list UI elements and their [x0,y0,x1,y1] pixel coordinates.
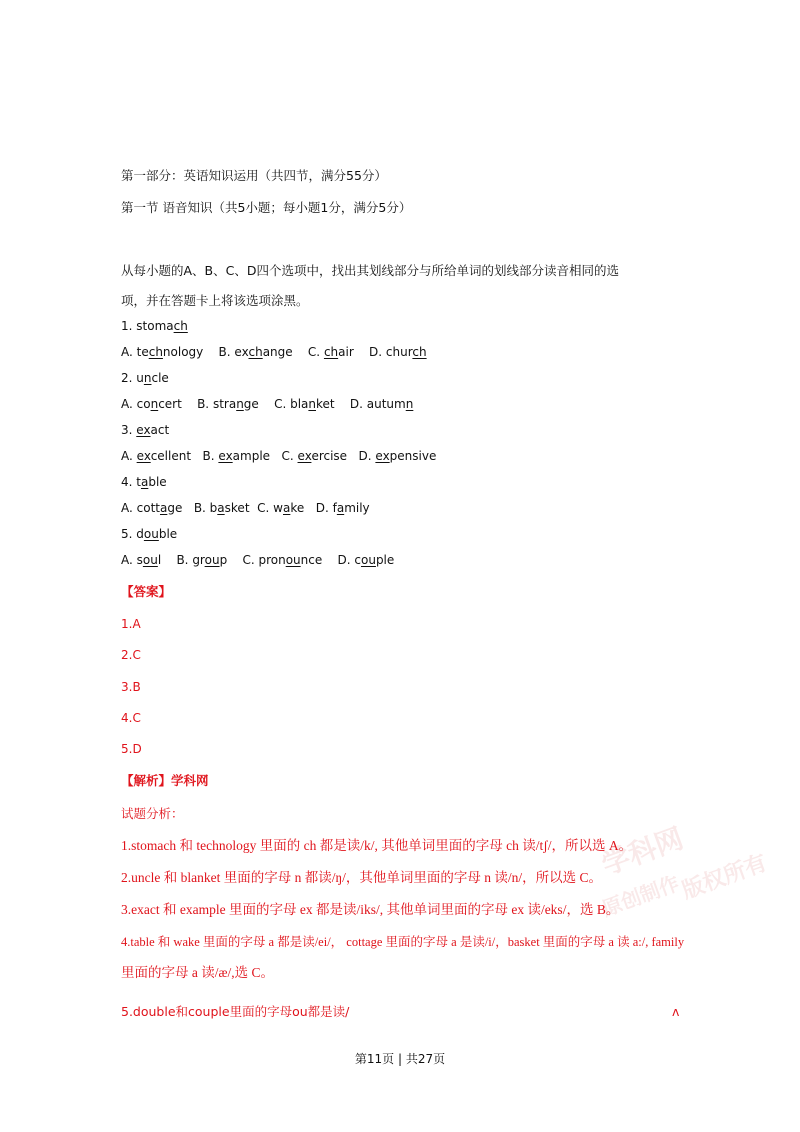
watermark: 学科网 [597,821,688,882]
part-heading: 第一部分：英语知识运用（共四节，满分55分） [121,168,387,183]
page-footer: 第11页 | 共27页 [354,1052,446,1066]
answer-item: 2.C [121,648,141,662]
analysis-line: 里面的字母 a 读/æ/,选 C。 [121,965,275,980]
phonetic-caret: ʌ [672,1004,680,1019]
question-options: A. technology B. exchange C. chair D. church [121,345,427,359]
answer-item: 5.D [121,742,142,756]
answer-item: 1.A [121,617,141,631]
analysis-header: 【解析】学科网 [121,773,209,788]
question-options: A. cottage B. basket C. wake D. family [121,501,370,515]
analysis-line: 3.exact 和 example 里面的字母 ex 都是读/iks/, 其他单词里面的字母 ex 读/eks/，选 B。 [121,902,620,917]
analysis-line: 5.double和couple里面的字母ou都是读/ [121,1004,350,1019]
question-stem: 5. double [121,527,178,541]
analysis-title: 试题分析： [121,806,184,821]
question-stem: 2. uncle [121,371,169,385]
question-stem: 3. exact [121,423,170,437]
answer-header: 【答案】 [121,584,172,599]
analysis-line: 4.table 和 wake 里面的字母 a 都是读/ei/， cottage 里面的字母 a 是读/i/，basket 里面的字母 a 读 a:/, family [121,935,685,949]
question-stem: 4. table [121,475,167,489]
question-stem: 1. stomach [121,319,188,333]
instruction-line-2: 项，并在答题卡上将该选项涂黑。 [121,293,309,308]
question-options: A. concert B. strange C. blanket D. autumn [121,397,414,411]
section-heading: 第一节 语音知识（共5小题；每小题1分，满分5分） [121,200,412,215]
analysis-line: 1.stomach 和 technology 里面的 ch 都是读/k/, 其他单词里面的字母 ch 读/tʃ/，所以选 A。 [121,838,633,853]
question-options: A. excellent B. example C. exercise D. expensive [121,449,437,463]
watermark: 原创制作 [598,870,683,921]
answer-item: 4.C [121,711,141,725]
watermark: 版权所有 [679,850,771,905]
question-options: A. soul B. group C. pronounce D. couple [121,553,395,567]
answer-item: 3.B [121,680,141,694]
analysis-line: 2.uncle 和 blanket 里面的字母 n 都读/ŋ/，其他单词里面的字母 n 读/n/，所以选 C。 [121,870,603,885]
instruction-line-1: 从每小题的A、B、C、D四个选项中，找出其划线部分与所给单词的划线部分读音相同的选 [121,263,619,278]
